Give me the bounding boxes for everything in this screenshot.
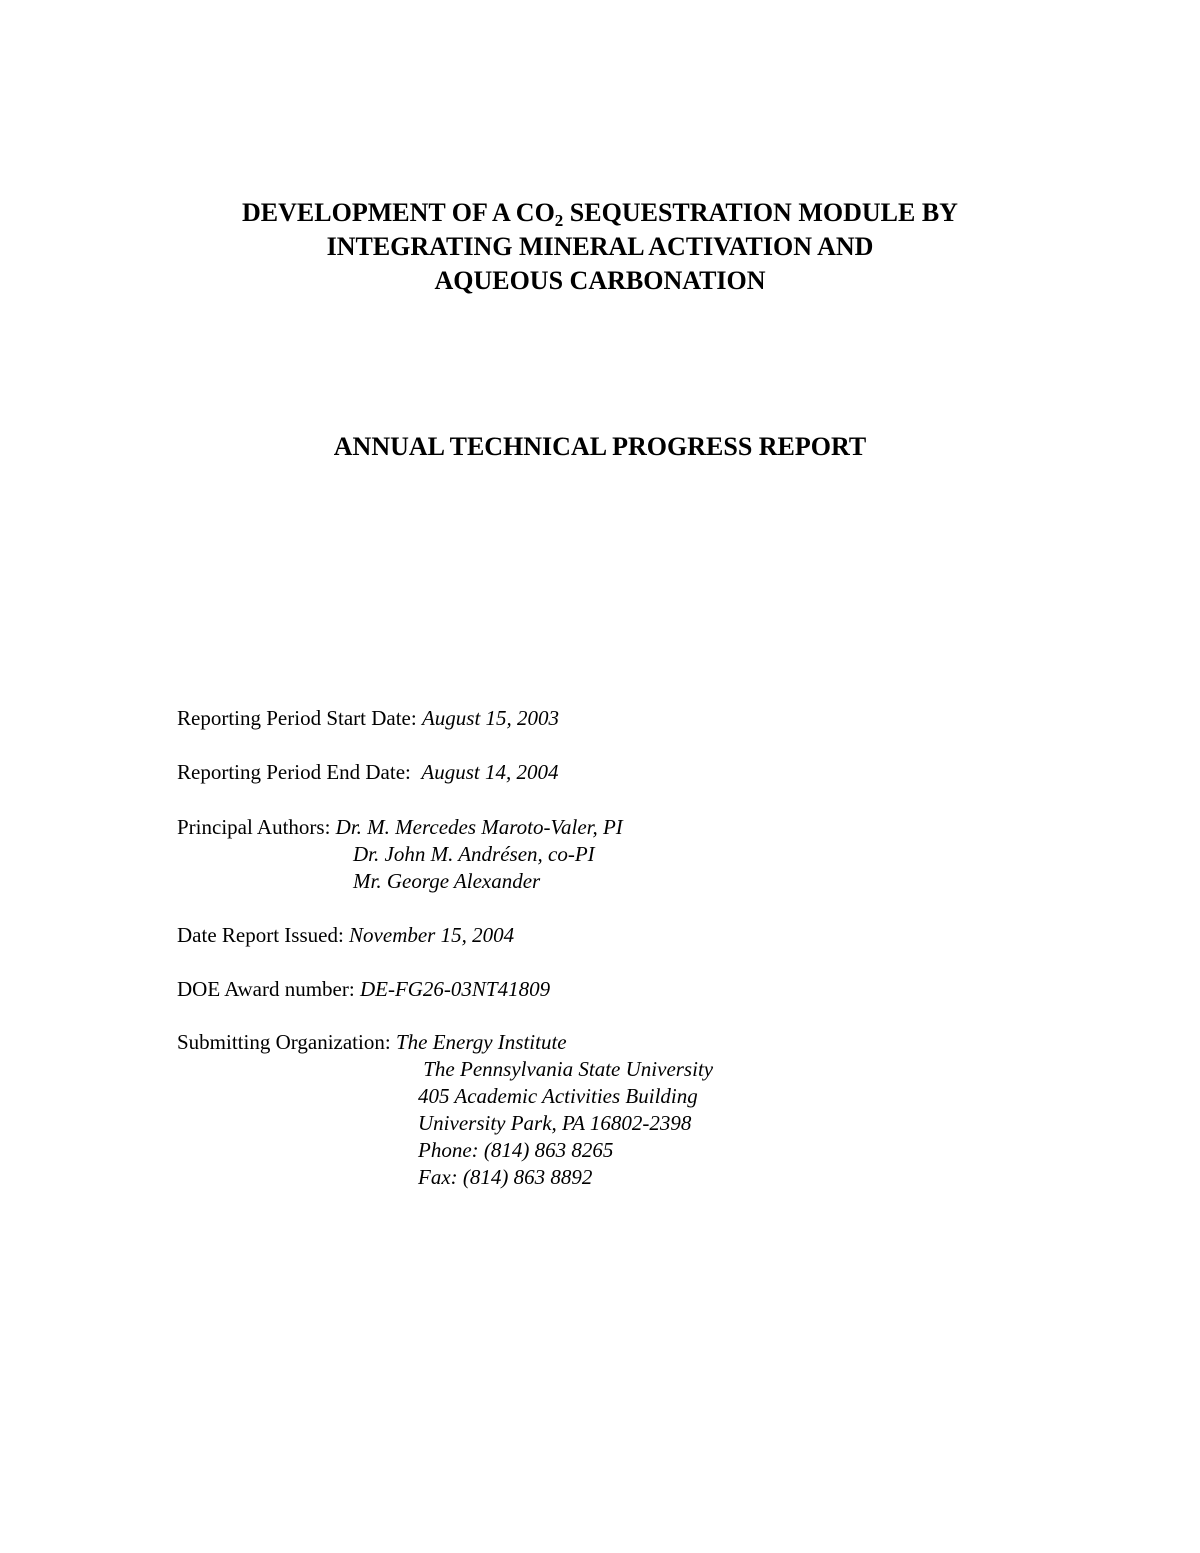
start-date-value: August 15, 2003: [421, 706, 560, 730]
report-title: [0, 196, 1200, 298]
title-subscript: 2: [554, 211, 564, 230]
date-issued-value: November 15, 2004: [349, 923, 515, 947]
organization-fax: Fax: (814) 863 8892: [418, 1165, 593, 1189]
title-line-1-end: SEQUESTRATION MODULE BY: [563, 198, 958, 227]
title-line-3: AQUEOUS CARBONATION: [434, 266, 766, 295]
organization-label: Submitting Organization:: [177, 1030, 396, 1054]
author-3: Mr. George Alexander: [353, 869, 541, 893]
organization-line-1: The Energy Institute: [395, 1030, 567, 1054]
authors-label: Principal Authors:: [177, 815, 336, 839]
end-date-label: Reporting Period End Date:: [177, 760, 422, 784]
award-value: DE-FG26-03NT41809: [359, 977, 551, 1001]
start-date-label: Reporting Period Start Date:: [177, 706, 422, 730]
authors-row: [177, 814, 623, 841]
author-2-row: [353, 841, 595, 868]
title-line-1-start: DEVELOPMENT OF A CO: [242, 198, 555, 227]
report-type-heading: ANNUAL TECHNICAL PROGRESS REPORT: [333, 432, 867, 461]
author-1: Dr. M. Mercedes Maroto-Valer, PI: [335, 815, 623, 839]
organization-row: [177, 1029, 567, 1056]
author-2: Dr. John M. Andrésen, co-PI: [353, 842, 595, 866]
date-issued-row: [177, 922, 514, 949]
award-label: DOE Award number:: [177, 977, 360, 1001]
end-date-row: [177, 759, 558, 786]
title-line-2: INTEGRATING MINERAL ACTIVATION AND: [326, 232, 874, 261]
date-issued-label: Date Report Issued:: [177, 923, 350, 947]
title-line-1: [0, 196, 1200, 230]
author-3-row: [353, 868, 540, 895]
organization-address: [418, 1056, 713, 1191]
award-row: [177, 976, 550, 1003]
start-date-row: [177, 705, 559, 732]
organization-phone: Phone: (814) 863 8265: [418, 1138, 614, 1162]
end-date-value: August 14, 2004: [421, 760, 559, 784]
organization-line-3: 405 Academic Activities Building: [418, 1084, 698, 1108]
organization-line-4: University Park, PA 16802-2398: [418, 1111, 692, 1135]
organization-line-2: The Pennsylvania State University: [418, 1057, 714, 1081]
